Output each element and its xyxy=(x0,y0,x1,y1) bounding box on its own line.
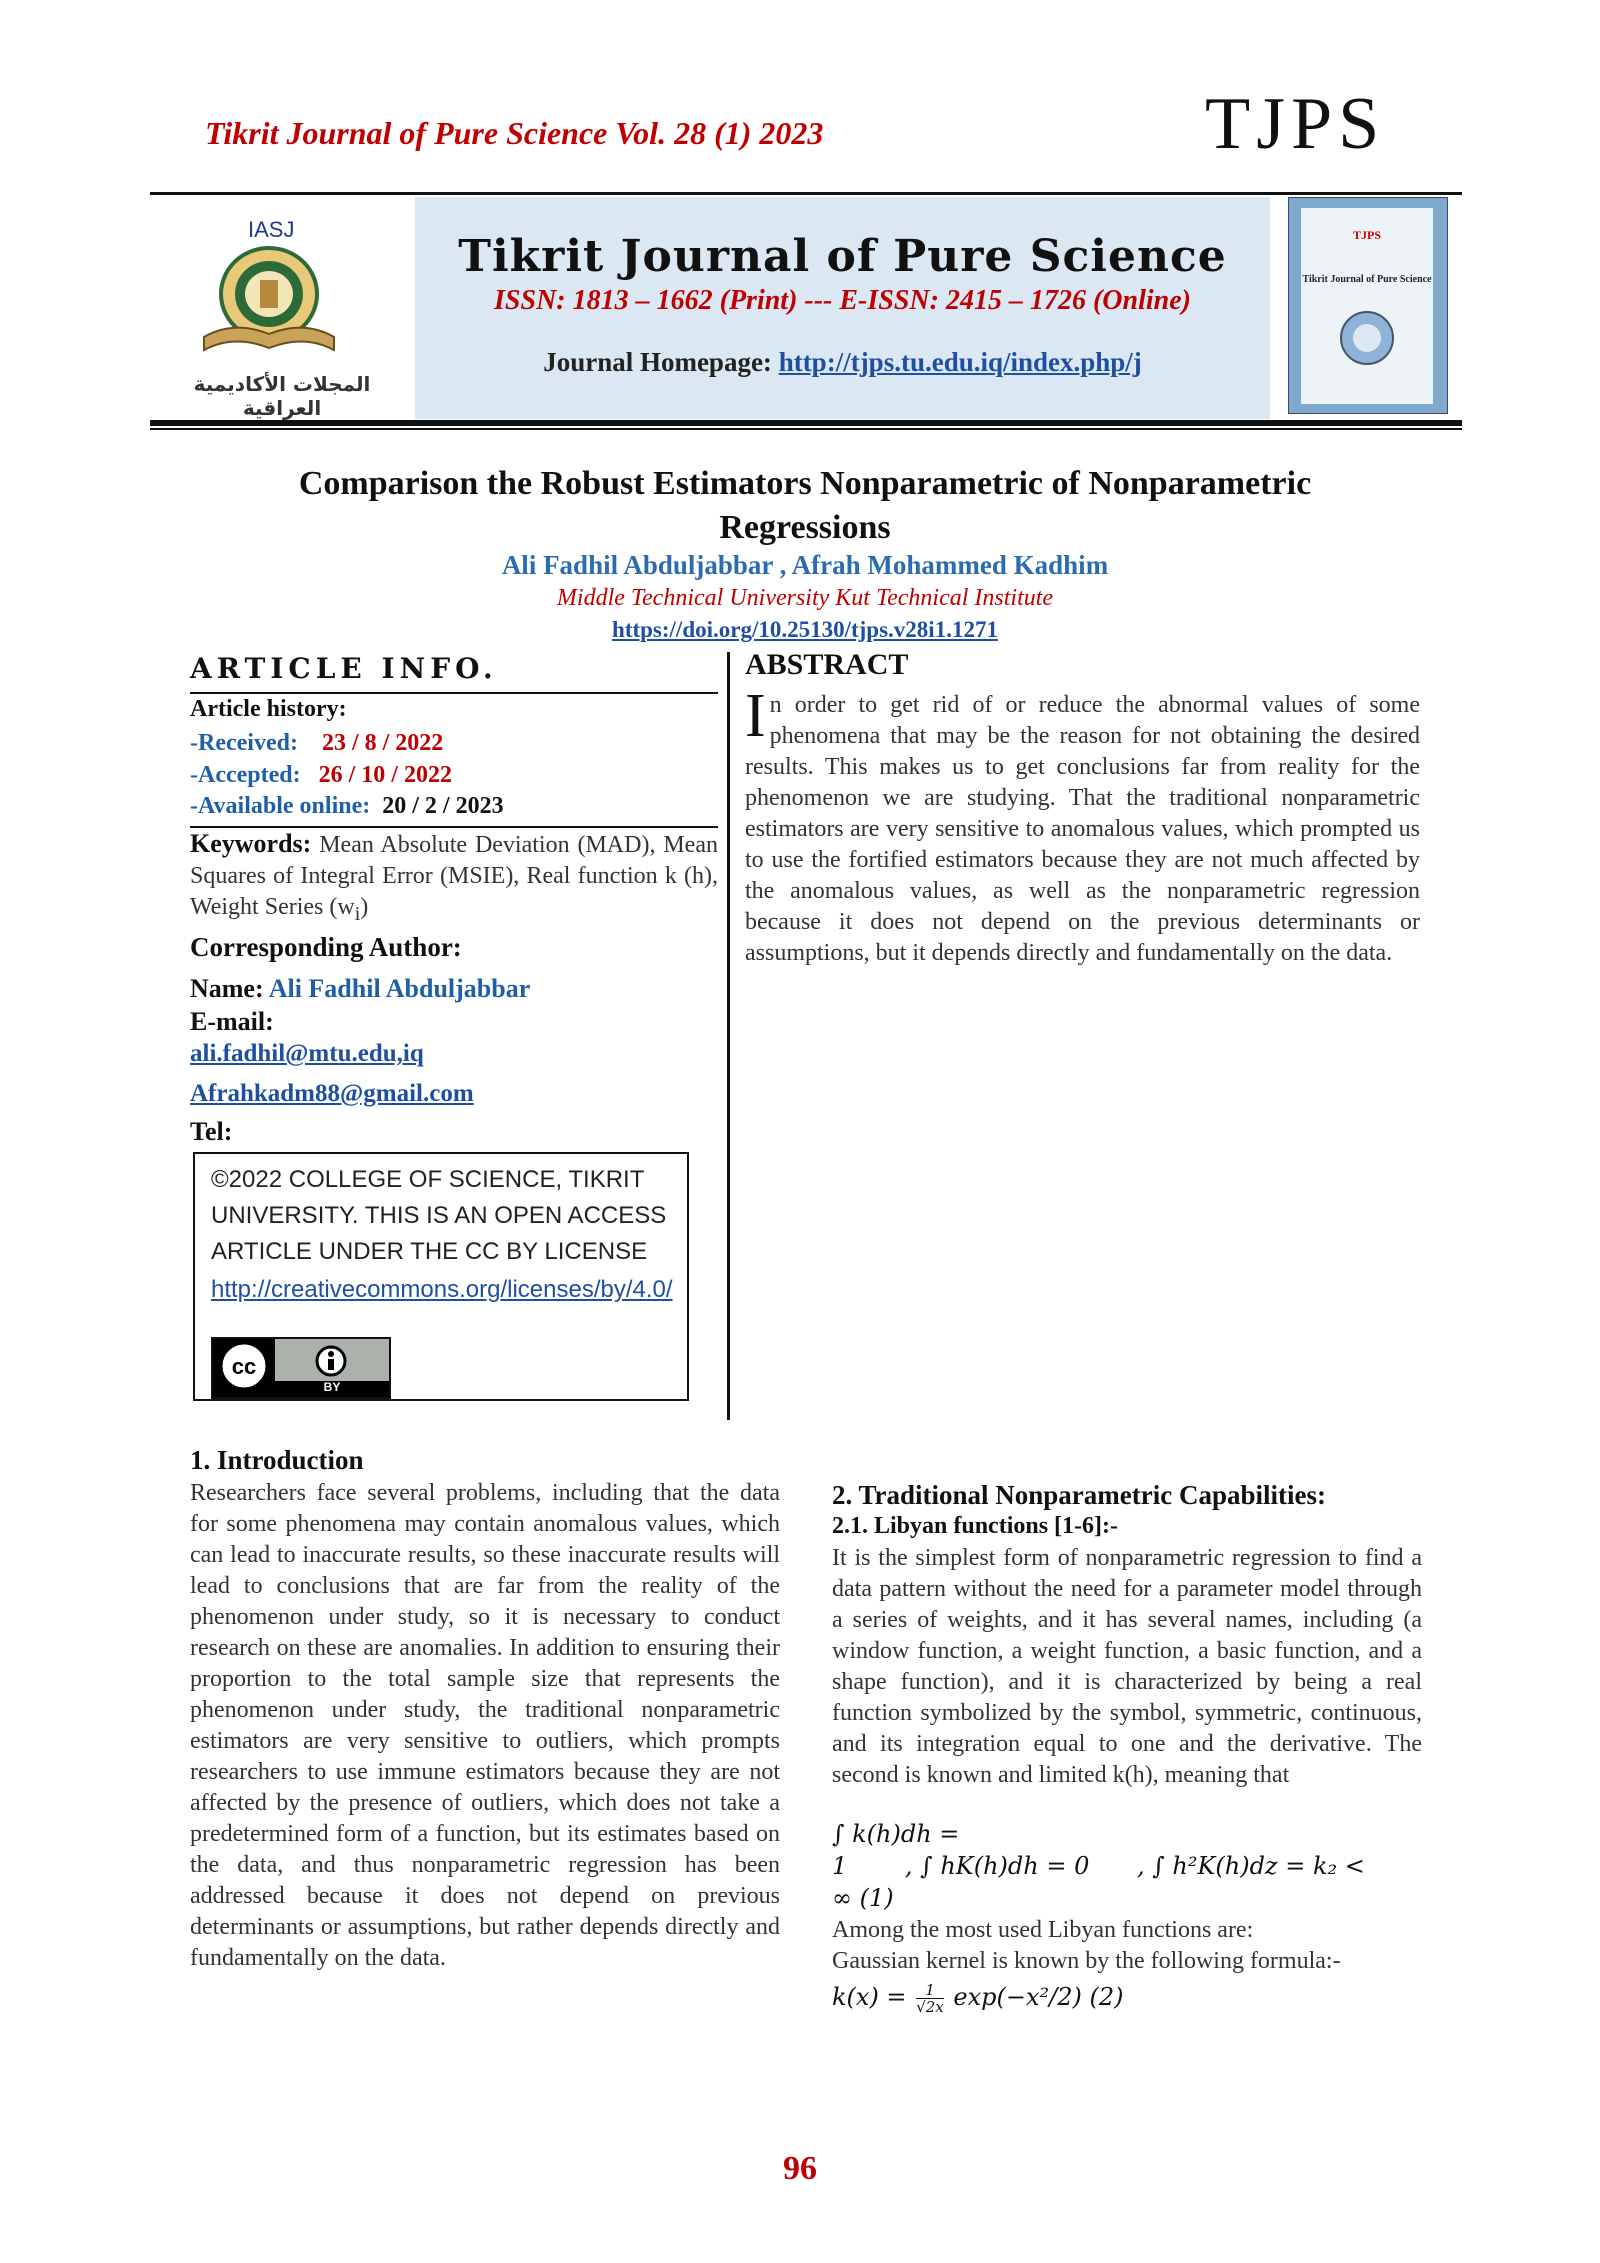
homepage-line xyxy=(415,347,1270,378)
equation-2-fraction xyxy=(916,1982,944,2015)
cover-inner xyxy=(1301,208,1433,404)
available-label: -Available online: xyxy=(190,793,371,819)
keywords-end: ) xyxy=(360,894,369,920)
equation-1-line2 xyxy=(832,1852,1432,1880)
license-box xyxy=(193,1152,689,1401)
svg-text:cc: cc xyxy=(231,1354,257,1379)
received-row xyxy=(190,730,443,757)
abstract-heading: ABSTRACT xyxy=(745,648,909,681)
journal-title: Tikrit Journal of Pure Science xyxy=(458,231,1227,282)
journal-header-line: Tikrit Journal of Pure Science Vol. 28 (1) 2023 xyxy=(205,115,824,151)
abstract-dropcap: I xyxy=(745,682,766,750)
accepted-row xyxy=(190,762,452,789)
abstract-body xyxy=(745,682,1420,969)
gaussian-text: Gaussian kernel is known by the following formula:- xyxy=(832,1948,1341,1974)
equation-1-line3: ∞ (1) xyxy=(832,1884,894,1912)
keywords xyxy=(190,828,718,930)
introduction-body: Researchers face several problems, including that the data for some phenomena may contain anomalous values, which can lead to inaccurate results, so these inaccurate results will lead to conclusions that are far from the reality of the phenomenon under study, so it is necessary to conduct research on these are anomalies. In addition to ensuring their proportion to the total sample size that represents the phenomenon under study, the traditional nonparametric estimators are very sensitive to outliers, which prompts researchers to use immune estimators because they are not affected by the presence of outliers, which does not take a predetermined form of a function, but its estimates based on the data, and thus nonparametric regression has been addressed because it does not depend on previous determinants or assumptions, but rather depends directly and fundamentally on the data. xyxy=(190,1480,780,1971)
received-date: 23 / 8 / 2022 xyxy=(321,730,444,756)
homepage-label: Journal Homepage: xyxy=(543,347,779,377)
equation-1-line1: ∫ k(h)dh = xyxy=(832,1820,960,1848)
corresponding-author-label: Corresponding Author: xyxy=(190,932,462,962)
introduction-heading: 1. Introduction xyxy=(190,1445,364,1475)
paper-title-line2: Regressions xyxy=(719,509,891,546)
email-label: E-mail: xyxy=(190,1007,274,1036)
issn-line: ISSN: 1813 – 1662 (Print) --- E-ISSN: 2415 – 1726 (Online) xyxy=(494,285,1191,316)
among-text: Among the most used Libyan functions are: xyxy=(832,1917,1254,1943)
equation-2-rhs: exp(−x²/2) (2) xyxy=(953,1983,1124,2011)
tel-label: Tel: xyxy=(190,1117,233,1146)
section2-heading: 2. Traditional Nonparametric Capabilities: xyxy=(832,1480,1326,1510)
accepted-label: -Accepted: xyxy=(190,762,301,788)
journal-cover-thumbnail xyxy=(1272,197,1462,419)
available-row xyxy=(190,793,504,820)
equation-2-numerator: 1 xyxy=(916,1982,944,1999)
iasj-emblem-icon xyxy=(194,242,344,362)
email-link-2[interactable]: Afrahkadm88@gmail.com xyxy=(190,1080,474,1107)
equation-1-part-b: , ∫ hK(h)dh = 0 xyxy=(904,1852,1090,1880)
email-link-1[interactable]: ali.fadhil@mtu.edu,iq xyxy=(190,1040,424,1067)
header-rule-top xyxy=(150,192,1462,195)
page-number: 96 xyxy=(783,2150,817,2187)
cover-journal-name: Tikrit Journal of Pure Science xyxy=(1302,274,1432,285)
name-value: Ali Fadhil Abduljabbar xyxy=(268,974,531,1003)
article-info-heading: ARTICLE INFO. xyxy=(190,652,498,685)
license-text: ©2022 COLLEGE OF SCIENCE, TIKRIT UNIVERSITY. THIS IS AN OPEN ACCESS ARTICLE UNDER THE CC BY LICENSE xyxy=(211,1166,667,1265)
available-date: 20 / 2 / 2023 xyxy=(382,793,504,819)
equation-2-lhs: k(x) = xyxy=(832,1983,907,2011)
header-rule-bottom xyxy=(150,420,1462,426)
doi-link-row xyxy=(200,617,1410,643)
equation-1-part-a: 1 xyxy=(832,1852,848,1880)
iasj-label: IASJ xyxy=(248,217,295,242)
keywords-text: Mean Absolute Deviation (MAD), Mean Squares of Integral Error (MSIE), Real function k (h), Weight Series (w xyxy=(190,832,718,920)
license-link[interactable]: http://creativecommons.org/licenses/by/4.0/ xyxy=(211,1276,673,1303)
author-name-row xyxy=(190,974,530,1004)
article-info-rule xyxy=(190,692,718,694)
cover-image xyxy=(1288,197,1448,414)
paper-title-line1: Comparison the Robust Estimators Nonparametric of Nonparametric xyxy=(298,465,1312,502)
received-label: -Received: xyxy=(190,730,298,756)
keywords-label: Keywords: xyxy=(190,829,312,858)
banner-center xyxy=(415,197,1270,419)
doi-link[interactable]: https://doi.org/10.25130/tjps.v28i1.1271 xyxy=(612,617,998,642)
abstract-text: n order to get rid of or reduce the abnormal values of some phenomena that may be the reason for not obtaining the desired results. This makes us to get conclusions far from reality for the phenomenon we are studying. That the traditional nonparametric estimators are very sensitive to anomalous values, which prompted us to use the fortified estimators because they are not much affected by the anomalous values, as well as the nonparametric regression because it does not depend on the previous determinants or assumptions, but it depends directly and fundamentally on the data. xyxy=(745,692,1420,966)
equation-1-part-c: , ∫ h²K(h)dz = k₂ < xyxy=(1136,1852,1365,1880)
cc-by-badge[interactable] xyxy=(211,1337,391,1399)
section2-1-heading: 2.1. Libyan functions [1-6]:- xyxy=(832,1513,1119,1539)
iasj-arabic-label: المجلات الأكاديمية العراقية xyxy=(193,372,371,420)
cover-emblem-icon xyxy=(1337,308,1397,368)
keywords-subscript: i xyxy=(354,902,361,925)
journal-banner xyxy=(150,197,1462,419)
column-divider xyxy=(727,652,730,1420)
homepage-link[interactable]: http://tjps.tu.edu.iq/index.php/j xyxy=(778,347,1142,377)
section2-body: It is the simplest form of nonparametric regression to find a data pattern without the need for a parameter model through a series of weights, and it has several names, including (a window function, a weight function, a basic function, and a shape function), and it is characterized by being a real function symbolized by the symbol, symmetric, continuous, and its integration equal to one and the derivative. The second is known and limited k(h), meaning that xyxy=(832,1545,1422,1788)
tjps-logo: TJPS xyxy=(1205,83,1386,165)
authors: Ali Fadhil Abduljabbar , Afrah Mohammed Kadhim xyxy=(501,550,1109,580)
equation-2-denominator: √2x xyxy=(916,1998,944,2016)
article-history-label: Article history: xyxy=(190,696,347,722)
header-rule-bottom-thin xyxy=(150,428,1462,430)
accepted-date: 26 / 10 / 2022 xyxy=(318,762,452,788)
equation-2 xyxy=(832,1982,1123,2015)
name-label: Name: xyxy=(190,974,269,1003)
iasj-logo[interactable] xyxy=(150,197,412,419)
cover-tjps-label: TJPS xyxy=(1352,228,1381,242)
affiliation: Middle Technical University Kut Technical Institute xyxy=(556,585,1054,611)
cc-by-label: BY xyxy=(323,1380,341,1394)
paper-title xyxy=(200,462,1410,550)
